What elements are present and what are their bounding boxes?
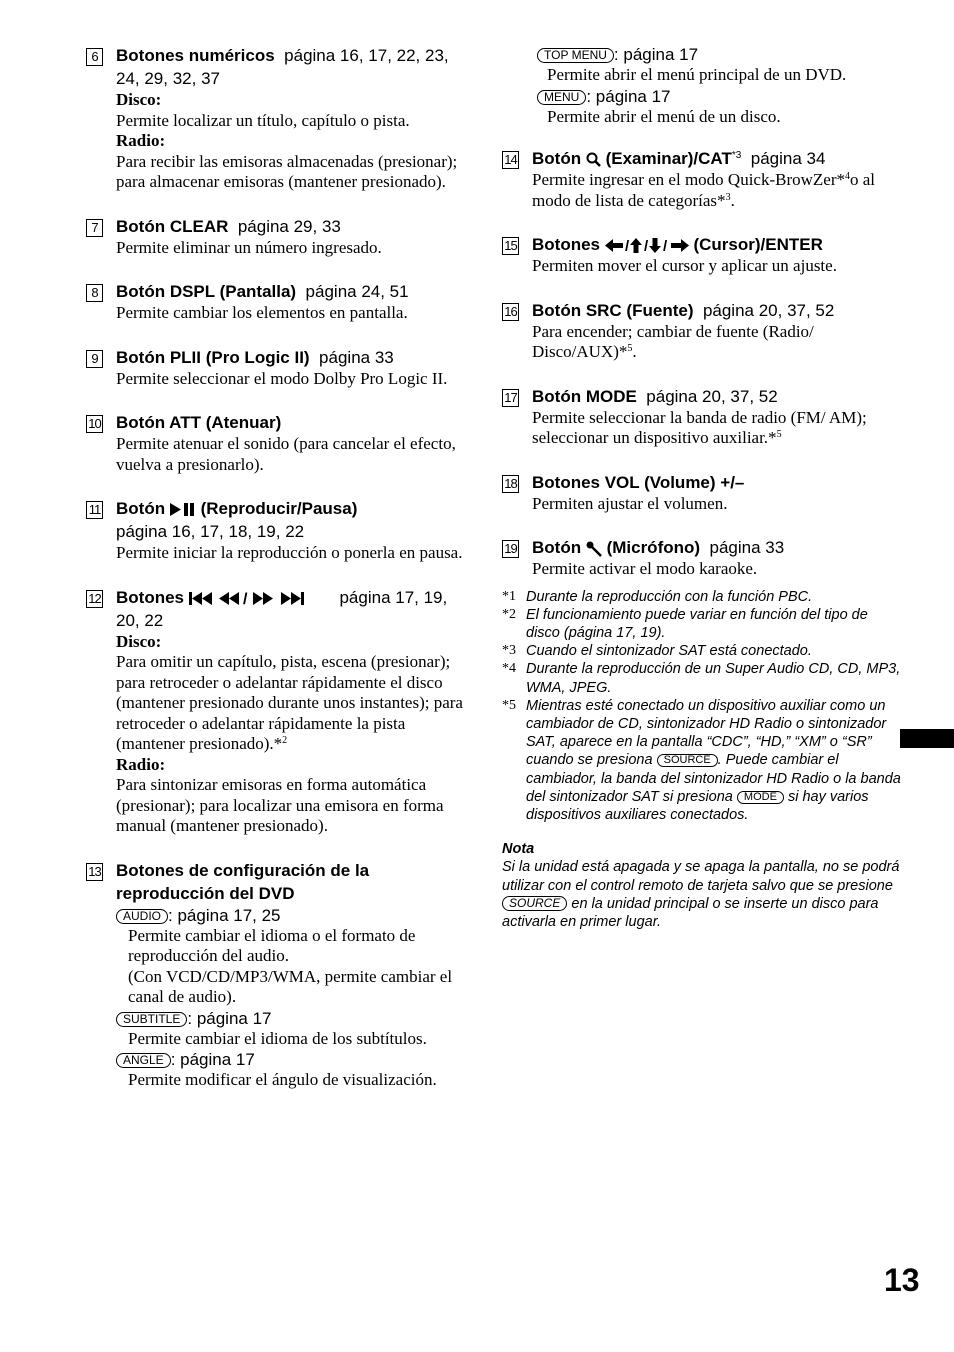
- subtitle-key: SUBTITLE: [116, 1012, 187, 1027]
- description: Permite iniciar la reproducción o ponerla en pausa.: [116, 543, 463, 562]
- svg-text:/: /: [662, 238, 667, 254]
- sub-label: Disco:: [116, 631, 162, 651]
- description: Permite abrir el menú de un disco.: [547, 106, 781, 126]
- page-ref: página 17: [180, 1050, 255, 1069]
- microphone-icon: [586, 541, 602, 557]
- description: Permite modificar el ángulo de visualización.: [128, 1070, 437, 1089]
- page-ref: página 16, 17, 22, 23, 24, 29, 32, 37: [116, 46, 449, 88]
- item-number: 18: [502, 475, 519, 493]
- description: Para omitir un capítulo, pista, escena (presionar); para retroceder o adelantar rápidamente el disco (mantener presionado durante unos instantes); para retroceder o adelantar rápidamente la pista (mantener presionado).*: [116, 652, 463, 753]
- page-ref: página 20, 37, 52: [702, 300, 835, 320]
- footnote-ref: 2: [282, 735, 288, 746]
- search-icon: [586, 152, 601, 167]
- svg-text:/: /: [624, 238, 629, 254]
- footnote: *1 Durante la reproducción con la función PBC.: [502, 588, 813, 605]
- item-number: 17: [502, 389, 519, 407]
- svg-text:/: /: [643, 238, 648, 254]
- description: Permite activar el modo karaoke.: [532, 559, 758, 578]
- item-number: 14: [502, 151, 519, 169]
- item-title: Botón: [116, 499, 166, 518]
- item-dspl-button: [86, 280, 466, 324]
- sub-label: Radio:: [116, 131, 166, 150]
- prev-rewind-next-forward-icons: [189, 592, 335, 605]
- item-title: Botón PLII (Pro Logic II): [116, 347, 310, 367]
- item-title: Botón MODE: [532, 386, 637, 406]
- item-title-suffix: (Examinar)/CAT: [605, 149, 732, 168]
- description: Permite cambiar el idioma de los subtítulos.: [128, 1028, 427, 1048]
- item-title: Botones: [532, 235, 600, 254]
- sub-label: Disco:: [116, 90, 162, 109]
- item-number: 16: [502, 303, 519, 321]
- item-title-suffix: (Cursor)/ENTER: [693, 235, 823, 254]
- page-ref: página 17, 19, 20, 22: [116, 587, 448, 630]
- description: Permite eliminar un número ingresado.: [116, 237, 382, 257]
- item-clear-button: [86, 215, 466, 259]
- description: Permite ingresar en el modo Quick-BrowZer*$^4$o al modo de lista de categorías*$^3$.: [532, 170, 876, 210]
- item-number: 9: [86, 350, 103, 368]
- item-menu-buttons: TOP MENU : página 17 Permite abrir el menú principal de un DVD. MENU : página 17 Permite abrir el menú de un disco.: [502, 44, 902, 127]
- description: Para sintonizar emisoras en forma automática (presionar); para localizar una emisora en forma manual (mantener presionado).: [116, 775, 444, 835]
- description: Permite seleccionar la banda de radio (FM/ AM); seleccionar un dispositivo auxiliar.*$^5$: [532, 407, 867, 447]
- note-box: [502, 840, 902, 931]
- item-title: Botones de configuración de la reproducción del DVD: [116, 860, 370, 903]
- page-number: 13: [884, 1262, 920, 1298]
- item-vol-buttons: [502, 471, 902, 515]
- footnotes: [502, 588, 902, 825]
- page-ref: página 20, 37, 52: [646, 386, 778, 406]
- item-title: Botones numéricos: [116, 46, 275, 65]
- item-cursor-enter-buttons: [502, 233, 902, 277]
- description: Permiten mover el cursor y aplicar un ajuste.: [532, 256, 837, 275]
- page-ref: página 17: [623, 45, 699, 64]
- footnote: *5 Mientras esté conectado un dispositivo auxiliar como un cambiador de CD, sintonizador HD Radio o sintonizador SAT, aparece en la pantalla “CDC”, “HD,” “XM” o “SR” cuando se presiona SOURCE . Puede cambiar el cambiador, la banda del sintonizador HD Radio o la banda del sintonizador SAT si presiona MODE si hay varios dispositivos auxiliares conectados.: [502, 697, 901, 823]
- footnote-ref: *3: [731, 150, 742, 161]
- description: Para encender; cambiar de fuente (Radio/ Disco/AUX)*$^5$.: [532, 321, 814, 361]
- note-text: Si la unidad está apagada y se apaga la pantalla, no se podrá utilizar con el control remoto de tarjeta salvo que se presione SOURCE en la unidad principal o se inserte un disco para activarla en primer lugar.: [502, 859, 900, 930]
- audio-key: AUDIO: [116, 909, 168, 924]
- item-play-pause-button: [86, 497, 466, 564]
- item-numeric-buttons: [86, 44, 466, 193]
- item-number: 10: [86, 415, 103, 433]
- item-number: 12: [86, 590, 103, 608]
- description: Permite cambiar los elementos en pantalla.: [116, 303, 408, 322]
- item-number: 7: [86, 219, 103, 237]
- footnote: *3 Cuando el sintonizador SAT está conectado.: [502, 643, 812, 660]
- source-key: SOURCE: [502, 896, 567, 911]
- footnote: *2 El funcionamiento puede variar en función del tipo de disco (página 17, 19).: [502, 606, 868, 641]
- section-tab-marker: [900, 729, 954, 748]
- item-src-button: [502, 299, 902, 363]
- description: Permiten ajustar el volumen.: [532, 493, 728, 513]
- menu-key: MENU: [537, 90, 586, 105]
- page-ref: página 17: [196, 1008, 272, 1028]
- item-number: 15: [502, 237, 519, 255]
- description: (Con VCD/CD/MP3/WMA, permite cambiar el canal de audio).: [128, 966, 453, 1006]
- item-title-suffix: (Reproducir/Pausa): [200, 499, 358, 518]
- page-ref: página 29, 33: [237, 216, 341, 236]
- item-number: 8: [86, 284, 103, 302]
- description: Permite seleccionar el modo Dolby Pro Logic II.: [116, 368, 448, 388]
- page-ref: página 24, 51: [305, 282, 409, 301]
- page-ref: página 33: [319, 347, 394, 367]
- note-title: Nota: [502, 841, 535, 858]
- item-number: 13: [86, 863, 103, 881]
- page-ref: página 34: [750, 149, 826, 168]
- angle-key: ANGLE: [116, 1053, 171, 1068]
- item-title: Botones VOL (Volume) +/–: [532, 472, 745, 492]
- description: Para recibir las emisoras almacenadas (presionar); para almacenar emisoras (mantener presionado).: [116, 151, 458, 191]
- top-menu-key: TOP MENU: [537, 48, 614, 63]
- left-column: [86, 44, 466, 1113]
- item-dvd-setup-buttons: 13 Botones de configuración de la reproducción del DVD AUDIO : página 17, 25 Permite cambiar el idioma o el formato de reproducción del audio. (Con VCD/CD/MP3/WMA, permite cambiar el canal de audio). SUBTITLE : página 17 Permite cambiar el idioma de los subtítulos. ANGLE : página 17 Permite modificar el ángulo de visualización.: [86, 859, 466, 1091]
- mode-key: MODE: [737, 791, 784, 804]
- item-title: Botón DSPL (Pantalla): [116, 282, 297, 301]
- item-skip-search-buttons: [86, 586, 466, 837]
- item-title: Botón ATT (Atenuar): [116, 413, 282, 432]
- item-att-button: [86, 411, 466, 475]
- item-number: 19: [502, 540, 519, 558]
- item-plii-button: [86, 346, 466, 390]
- item-title: Botón CLEAR: [116, 216, 229, 236]
- item-title: Botón: [532, 538, 582, 557]
- page-ref: página 17: [595, 86, 671, 106]
- footnote: *4 Durante la reproducción de un Super Audio CD, CD, MP3, WMA, JPEG.: [502, 661, 901, 696]
- play-pause-icon: [170, 503, 196, 516]
- item-title: Botón: [532, 149, 582, 168]
- item-mode-button: [502, 385, 902, 449]
- item-title-suffix: (Micrófono): [606, 538, 701, 557]
- page-ref: página 16, 17, 18, 19, 22: [116, 522, 305, 541]
- item-title: Botón SRC (Fuente): [532, 300, 694, 320]
- description: Permite cambiar el idioma o el formato de reproducción del audio.: [128, 925, 416, 965]
- description: Permite atenuar el sonido (para cancelar el efecto, vuelva a presionarlo).: [116, 434, 456, 474]
- page-ref: página 33: [709, 538, 785, 557]
- source-key: SOURCE: [657, 754, 718, 767]
- description: Permite localizar un título, capítulo o pista.: [116, 110, 410, 130]
- item-number: 11: [86, 501, 103, 519]
- item-title: Botones: [116, 587, 184, 607]
- arrow-left-up-down-right-icons: [605, 238, 689, 253]
- description: Permite abrir el menú principal de un DVD.: [547, 65, 847, 84]
- item-number: 6: [86, 48, 103, 66]
- sub-label: Radio:: [116, 754, 166, 774]
- page-ref: página 17, 25: [177, 905, 281, 925]
- svg-text:/: /: [242, 591, 248, 605]
- item-browse-cat-button: [502, 147, 902, 211]
- right-column: [502, 44, 902, 931]
- item-mic-button: [502, 536, 902, 580]
